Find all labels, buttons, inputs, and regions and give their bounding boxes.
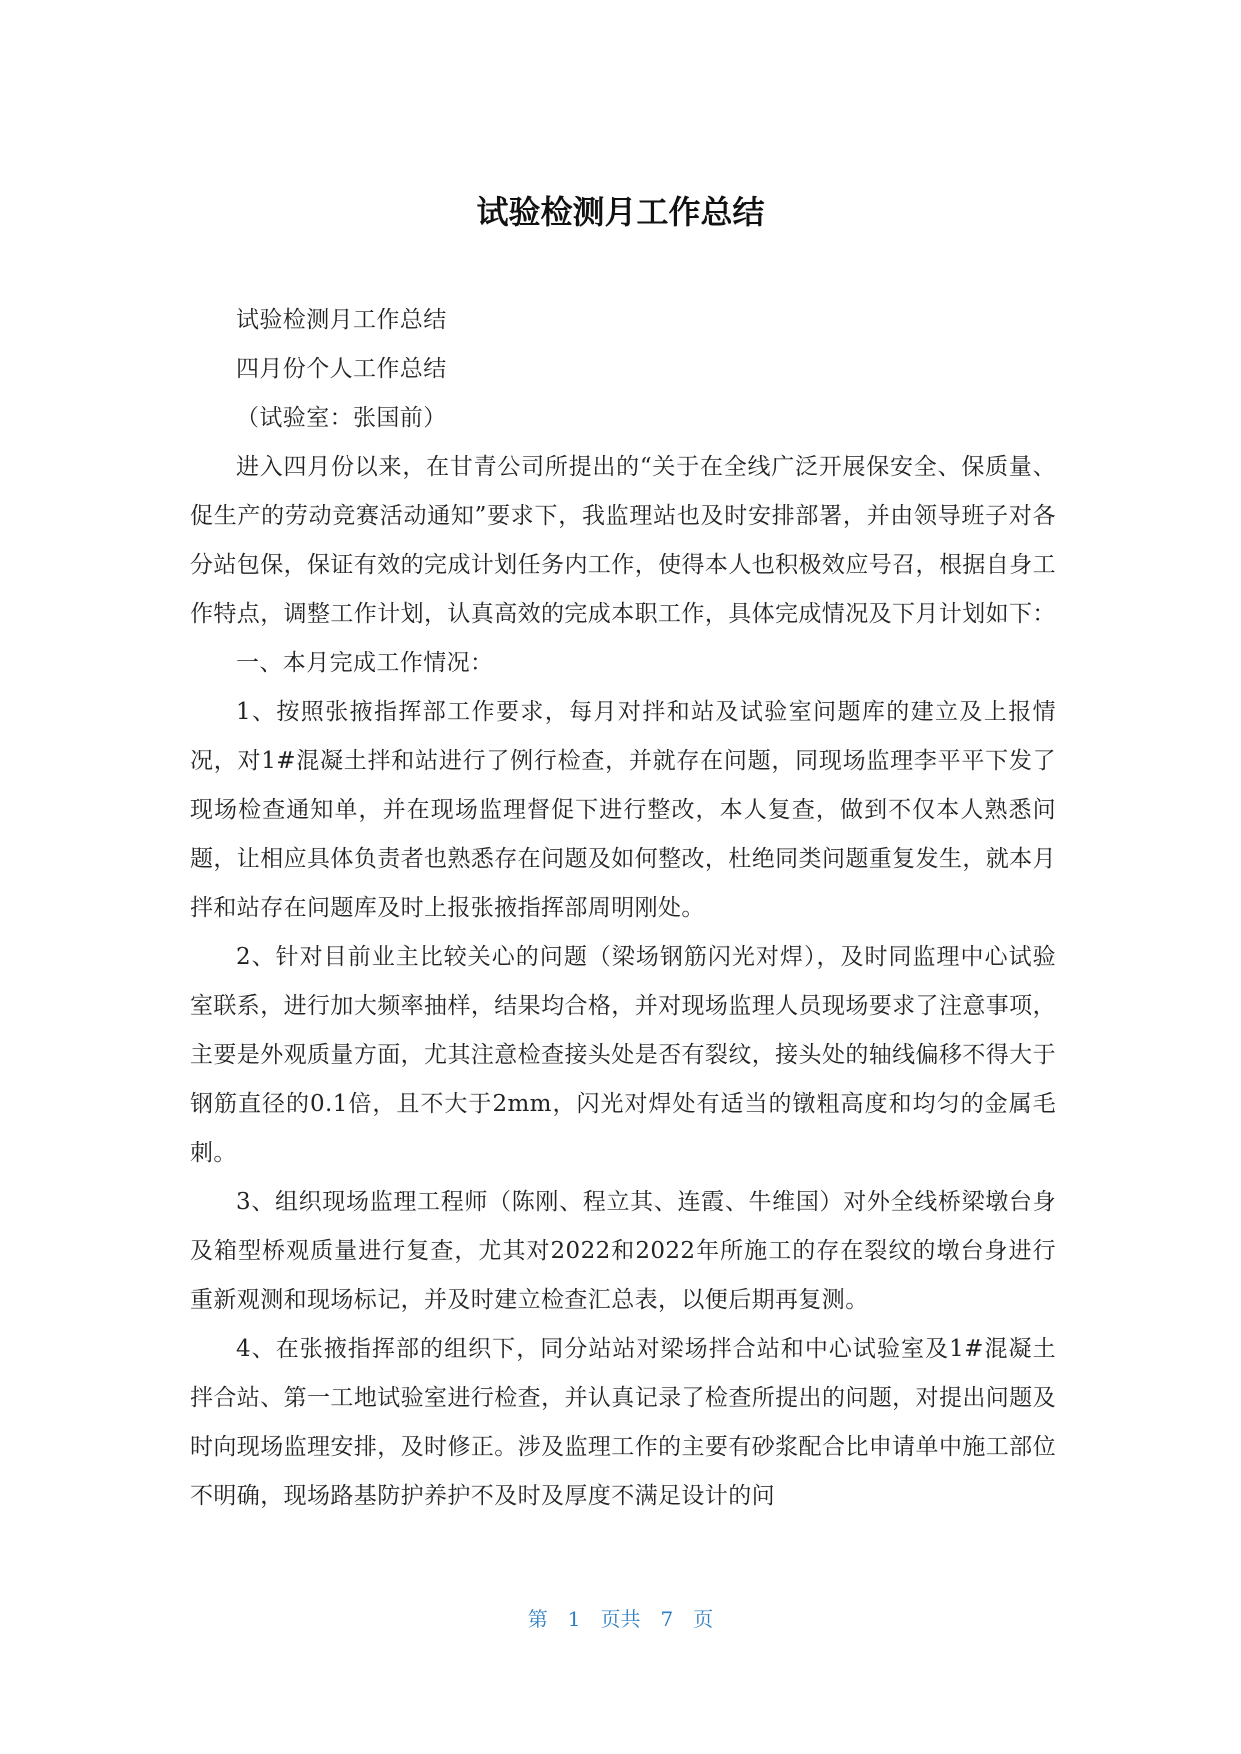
footer-total-pages: 7	[660, 1607, 674, 1631]
document-body	[190, 296, 1056, 1521]
paragraph-item-3: 3、组织现场监理工程师（陈刚、程立其、连霞、牛维国）对外全线桥梁墩台身及箱型桥观质量进行复查，尤其对2022和2022年所施工的存在裂纹的墩台身进行重新观测和现场标记，并及时建立检查汇总表，以便后期再复测。	[190, 1189, 1056, 1313]
paragraph-subheading: 四月份个人工作总结	[236, 356, 447, 382]
paragraph-item-4: 4、在张掖指挥部的组织下，同分站站对梁场拌合站和中心试验室及1#混凝土拌合站、第一工地试验室进行检查，并认真记录了检查所提出的问题，对提出问题及时向现场监理安排，及时修正。涉及监理工作的主要有砂浆配合比申请单中施工部位不明确，现场路基防护养护不及时及厚度不满足设计的问	[190, 1336, 1056, 1509]
footer-prefix: 第	[527, 1607, 548, 1631]
paragraph-item-2: 2、针对目前业主比较关心的问题（梁场钢筋闪光对焊），及时同监理中心试验室联系，进行加大频率抽样，结果均合格，并对现场监理人员现场要求了注意事项，主要是外观质量方面，尤其注意检查接头处是否有裂纹，接头处的轴线偏移不得大于钢筋直径的0.1倍，且不大于2mm，闪光对焊处有适当的镦粗高度和均匀的金属毛刺。	[190, 944, 1056, 1166]
paragraph-intro: 进入四月份以来，在甘青公司所提出的“关于在全线广泛开展保安全、保质量、促生产的劳动竞赛活动通知”要求下，我监理站也及时安排部署，并由领导班子对各分站包保，保证有效的完成计划任务内工作，使得本人也积极效应号召，根据自身工作特点，调整工作计划，认真高效的完成本职工作，具体完成情况及下月计划如下：	[190, 454, 1056, 627]
footer-page-number: 1	[567, 1607, 581, 1631]
footer-middle: 页共	[600, 1607, 641, 1631]
paragraph-author: （试验室：张国前）	[236, 405, 447, 431]
paragraph-item-1: 1、按照张掖指挥部工作要求，每月对拌和站及试验室问题库的建立及上报情况，对1#混凝土拌和站进行了例行检查，并就存在问题，同现场监理李平平下发了现场检查通知单，并在现场监理督促下进行整改，本人复查，做到不仅本人熟悉问题，让相应具体负责者也熟悉存在问题及如何整改，杜绝同类问题重复发生，就本月拌和站存在问题库及时上报张掖指挥部周明刚处。	[190, 699, 1056, 921]
document-title: 试验检测月工作总结	[476, 193, 765, 231]
page-footer	[0, 1604, 1241, 1634]
paragraph-subtitle: 试验检测月工作总结	[236, 307, 447, 333]
paragraph-section-heading: 一、本月完成工作情况：	[236, 650, 494, 676]
footer-suffix: 页	[693, 1607, 714, 1631]
